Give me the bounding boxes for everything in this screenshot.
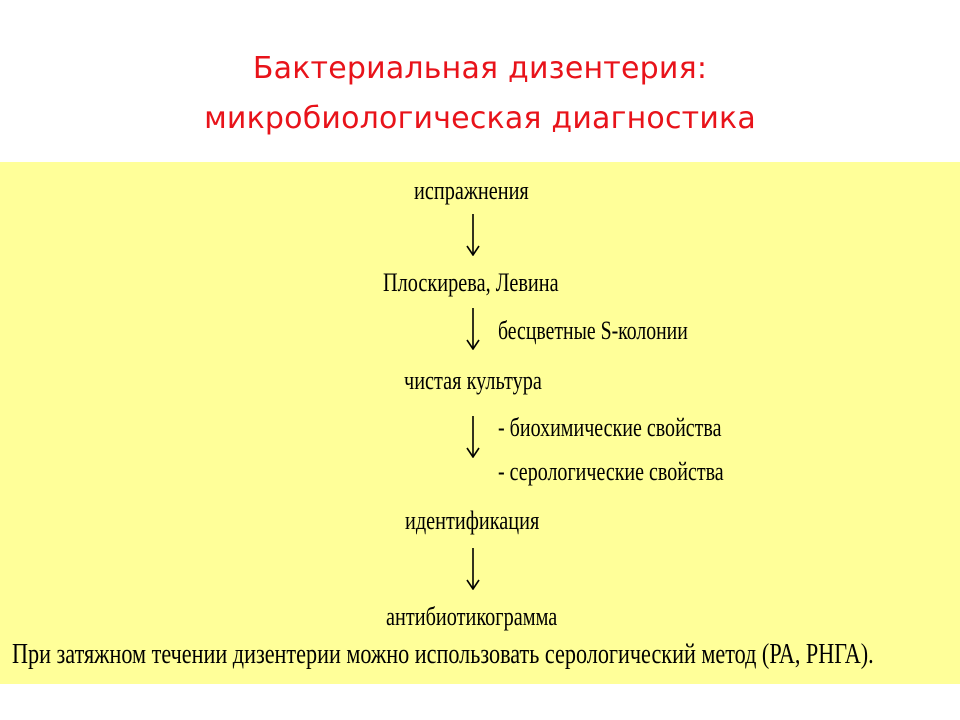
title-line-1: Бактериальная дизентерия: xyxy=(252,51,708,86)
slide-title xyxy=(0,44,960,144)
flow-note-biochemical: - биохимические свойства xyxy=(498,413,722,442)
title-line-2: микробиологическая диагностика xyxy=(204,101,756,136)
flow-step-pure-culture: чистая культура xyxy=(404,366,542,395)
flow-step-stool: испражнения xyxy=(414,176,529,205)
down-arrow-icon xyxy=(466,214,480,256)
footer-note: При затяжном течении дизентерии можно использовать серологический метод (РА, РНГА). xyxy=(12,638,874,670)
down-arrow-icon xyxy=(466,548,480,590)
down-arrow-icon xyxy=(466,308,480,350)
flow-step-media: Плоскирева, Левина xyxy=(383,268,559,297)
flow-step-antibiogram: антибиотикограмма xyxy=(386,602,558,631)
diagram-panel xyxy=(0,162,960,684)
flow-note-serological: - серологические свойства xyxy=(498,457,724,486)
flow-note-colonies: бесцветные S-колонии xyxy=(498,316,688,345)
down-arrow-icon xyxy=(466,416,480,458)
flow-step-identification: идентификация xyxy=(405,506,540,535)
